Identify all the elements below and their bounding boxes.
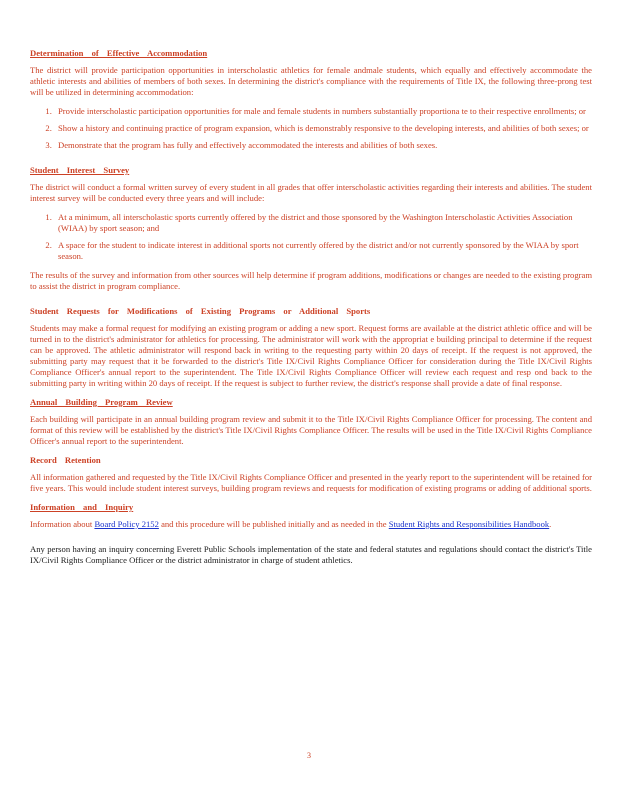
page-number: 3: [307, 751, 311, 760]
document-page: [30, 48, 592, 574]
heading-review: Annual Building Program Review: [30, 397, 173, 407]
requests-body: Students may make a formal request for modifying an existing program or adding a new sport. Request forms are available at the district athletic office and will be turned in to the district's administrator for athletics for processing. The administrator will work with the appropriat e building principal to determine if the request can be approved. The athletic administrator will respond back in writing to the requesting party within 20 days of receipt. If the request is not approved, the submitting party may request that it be forwarded to the district's Title IX/Civil Rights Compliance Officer for consideration during the Title IX/Civil Rights Compliance Officer's annual report to the superintendent. The Title IX/Civil Rights Compliance Officer will review each request and resp ond back to the submitting party in writing within 20 days of receipt. If the request is subject to further review, the district's response shall provide a date of final response.: [30, 323, 592, 388]
list-item: 2. Show a history and continuing practice of program expansion, which is demonstrably responsive to the developing interests, and abilities of both sexes; or: [54, 123, 592, 134]
survey-list: [30, 212, 592, 262]
handbook-link[interactable]: Student Rights and Responsibilities Handbook: [388, 519, 550, 529]
review-body: Each building will participate in an annual building program review and submit it to the Title IX/Civil Rights Compliance Officer for processing. The content and format of this review will be established by the district's Title IX/Civil Rights Compliance Officer. The results will be used in the Title IX/Civil Rights Compliance Officer's annual report to the superintendent.: [30, 414, 592, 446]
heading-inquiry: Information and Inquiry: [30, 502, 134, 512]
heading-survey: Student Interest Survey: [30, 165, 130, 175]
info-middle: and this procedure will be published initially and as needed in the: [161, 519, 387, 529]
inquiry-contact: Any person having an inquiry concerning Everett Public Schools implementation of the state and federal statutes and regulations should contact the district's Title IX/Civil Rights Compliance Officer or the district administrator in charge of student athletics.: [30, 544, 592, 565]
board-policy-link[interactable]: Board Policy 2152: [94, 519, 159, 529]
heading-determination: Determination of Effective Accommodation: [30, 48, 208, 58]
heading-retention: Record Retention: [30, 455, 101, 465]
survey-outro: The results of the survey and information from other sources will help determine if program additions, modifications or changes are needed to the existing program to assist the district in program compliance.: [30, 270, 593, 291]
retention-body: All information gathered and requested by the Title IX/Civil Rights Compliance Officer and presented in the yearly report to the superintendent will be retained for five years. This would include student interest surveys, building program reviews and requests for modification of existing programs or adding of additional sports.: [30, 472, 592, 493]
determination-intro: The district will provide participation opportunities in interscholastic athletics for female andmale students, which equally and effectively accommodate the athletic interests and abilities of members of both sexes. In determining the district's compliance with the requirements of Title IX, the following three-prong test will be utilized in determining accommodation:: [30, 65, 592, 97]
info-suffix: .: [549, 519, 552, 529]
survey-intro: The district will conduct a formal written survey of every student in all grades that offer interscholastic activities regarding their interests and abilities. The student interest survey will be conducted every three years and will include:: [30, 182, 592, 203]
determination-list: [30, 106, 592, 151]
list-item: 3. Demonstrate that the program has fully and effectively accommodated the interests and abilities of both sexes.: [54, 140, 592, 151]
info-prefix: Information about: [30, 519, 93, 529]
list-item: 1. At a minimum, all interscholastic sports currently offered by the district and those sponsored by the Washington Interscholastic Activities Association (WIAA) by sport season; and: [54, 212, 592, 234]
heading-requests: Student Requests for Modifications of Existing Programs or Additional Sports: [30, 306, 371, 316]
inquiry-info: [30, 519, 592, 530]
list-item: 1. Provide interscholastic participation opportunities for male and female students in numbers substantially proportiona te to their respective enrollments; or: [54, 106, 592, 117]
list-item: 2. A space for the student to indicate interest in additional sports not currently offered by the district and/or not currently sponsored by the WIAA by sport season.: [54, 240, 592, 262]
